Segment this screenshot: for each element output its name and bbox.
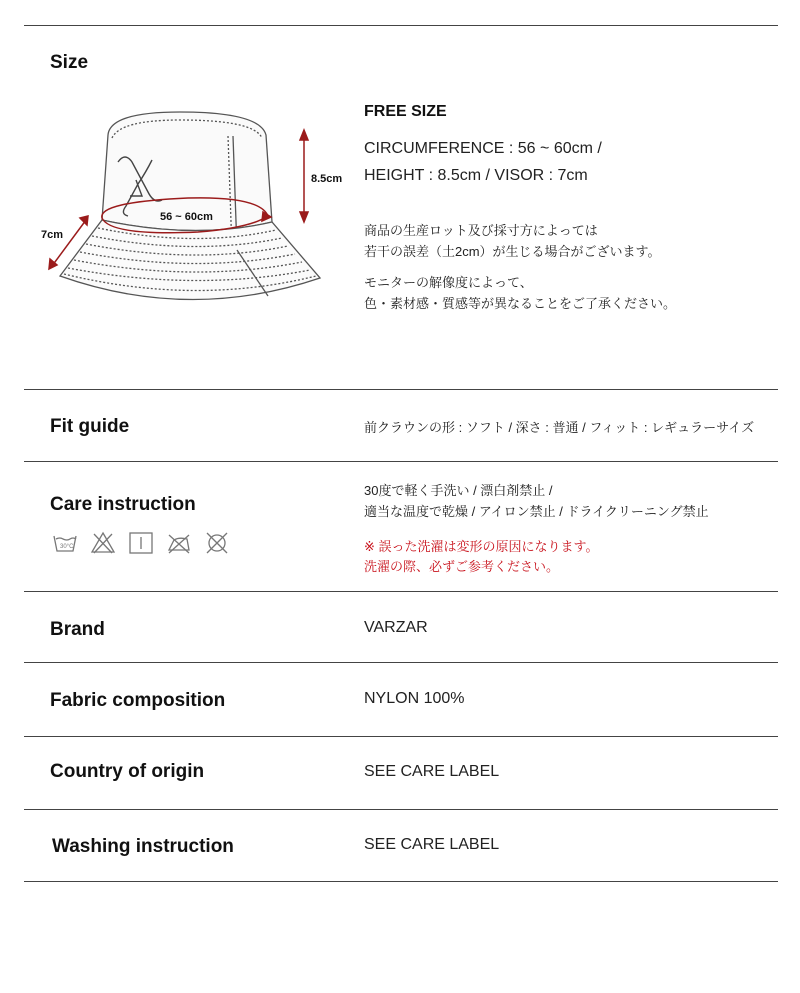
size-title: FREE SIZE (364, 103, 447, 120)
visor-label: 7cm (41, 229, 64, 241)
brand-value: VARZAR (364, 619, 428, 636)
size-spec-line2: HEIGHT : 8.5cm / VISOR : 7cm (364, 167, 588, 184)
divider-bottom (24, 881, 778, 882)
divider-fit (24, 461, 778, 462)
care-line-1: 30度で軽く手洗い / 漂白剤禁止 / (364, 483, 553, 498)
size-note-1a: 商品の生産ロット及び採寸方によっては (364, 223, 598, 238)
care-warning-1: ※ 誤った洗濯は変形の原因になります。 (364, 539, 599, 554)
size-spec-line1: CIRCUMFERENCE : 56 ~ 60cm / (364, 140, 602, 157)
no-dry-clean-icon (204, 530, 230, 556)
fabric-composition-label: Fabric composition (50, 690, 226, 711)
size-note-1b: 若干の誤差（土2cm）が生じる場合がございます。 (364, 244, 661, 259)
divider-origin (24, 809, 778, 810)
care-instruction-label: Care instruction (50, 494, 196, 515)
size-label: Size (50, 52, 89, 73)
size-note-2a: モニターの解像度によって、 (364, 275, 533, 290)
care-warning-2: 洗濯の際、必ずご参考ください。 (364, 559, 560, 574)
brand-label: Brand (50, 619, 105, 640)
tumble-dry-icon (128, 530, 154, 556)
divider-size (24, 389, 778, 390)
washing-instruction-label: Washing instruction (52, 836, 234, 857)
no-bleach-icon (90, 530, 116, 556)
care-icons (52, 530, 230, 556)
height-arrow (300, 130, 308, 222)
divider-brand (24, 662, 778, 663)
circumference-label: 56 ~ 60cm (160, 211, 213, 223)
care-line-2: 適当な温度で乾燥 / アイロン禁止 / ドライクリーニング禁止 (364, 504, 709, 519)
hand-wash-30-icon (52, 530, 78, 556)
size-note-2b: 色・素材感・質感等が異なることをご了承ください。 (364, 296, 677, 311)
divider-fabric (24, 736, 778, 737)
no-iron-icon (166, 530, 192, 556)
wash-temp-label: 30°C (60, 544, 74, 550)
divider-care (24, 591, 778, 592)
fabric-composition-value: NYLON 100% (364, 690, 465, 707)
divider-top (24, 25, 778, 26)
hat-size-diagram (30, 100, 343, 320)
fit-guide-label: Fit guide (50, 416, 130, 437)
country-of-origin-value: SEE CARE LABEL (364, 763, 500, 780)
fit-guide-value: 前クラウンの形 : ソフト / 深さ : 普通 / フィット : レギュラーサイズ (364, 420, 755, 435)
height-label: 8.5cm (311, 173, 343, 185)
washing-instruction-value: SEE CARE LABEL (364, 836, 500, 853)
country-of-origin-label: Country of origin (50, 761, 205, 782)
